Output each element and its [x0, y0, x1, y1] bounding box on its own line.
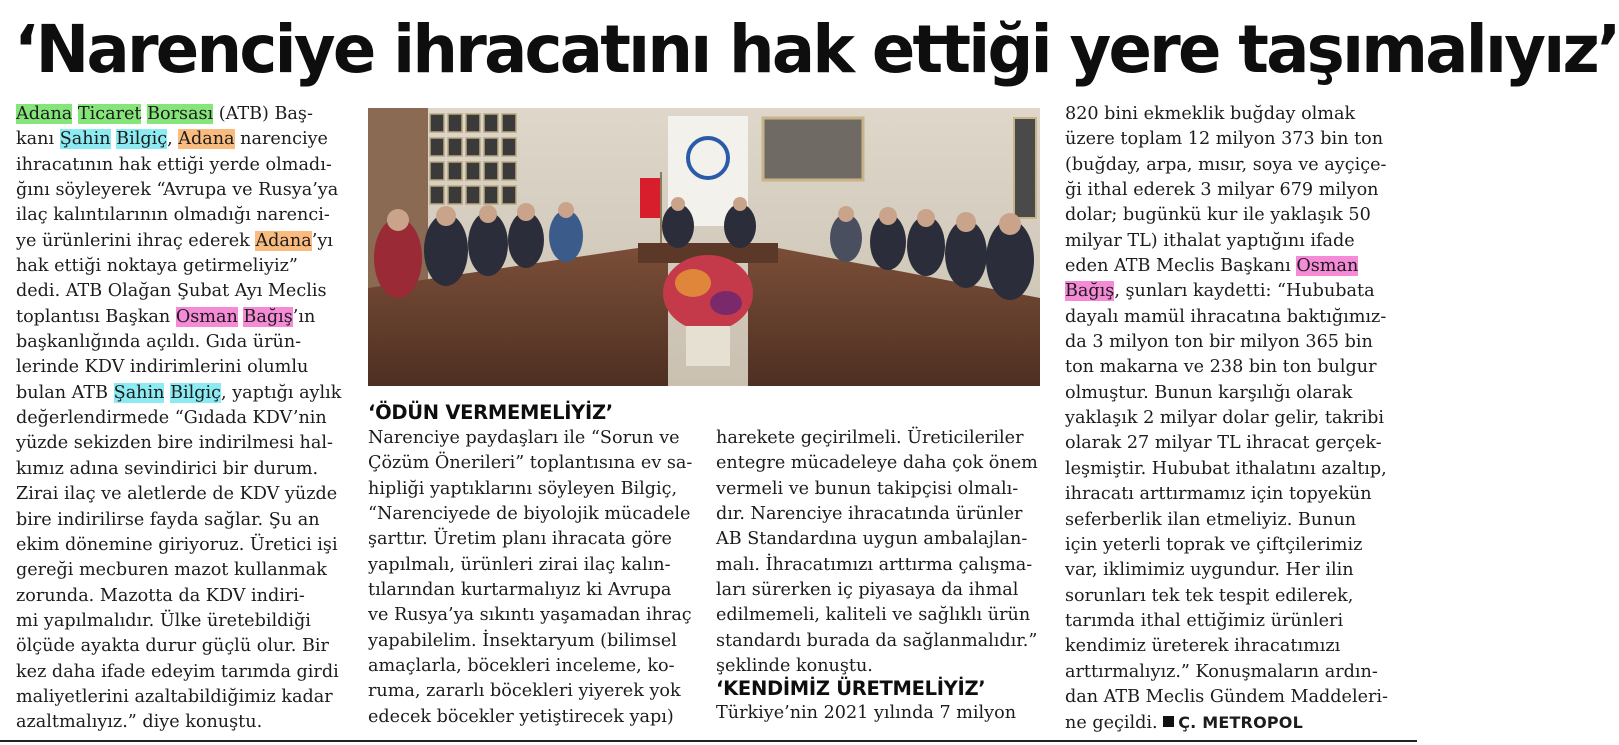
article-column-3-continued [716, 701, 1046, 726]
text-run: (buğday, arpa, mısır, soya ve ayçiçe- [1065, 154, 1387, 175]
text-run: sorunları tek tek tespit edilerek, [1065, 585, 1354, 606]
text-run: milyar TL) ithalat yaptığını ifade [1065, 230, 1355, 251]
text-line [716, 553, 1046, 578]
text-line [1065, 355, 1395, 380]
text-run: olarak 27 milyar TL ihracat gerçek- [1065, 433, 1382, 454]
text-run: değerlendirmede “Gıdada KDV’nin [16, 408, 327, 429]
text-run: için yeterli toprak ve çiftçilerimiz [1065, 534, 1363, 555]
text-line [368, 451, 696, 476]
text-line [16, 584, 350, 609]
text-run: ihracatının hak ettiği yerde olmadı- [16, 154, 332, 175]
text-run: yaklaşık 2 milyar dolar gelir, takribi [1065, 408, 1384, 429]
text-run: vermeli ve bunun takipçisi olmalı- [716, 478, 1019, 499]
text-line [16, 203, 350, 228]
text-run: dolar; bugünkü kur ile yaklaşık 50 [1065, 205, 1371, 226]
text-line [16, 381, 350, 406]
text-run: gereği mecburen mazot kullanmak [16, 560, 327, 581]
text-line [1065, 406, 1395, 431]
text-line [16, 305, 350, 330]
text-line [16, 685, 350, 710]
text-run: olmuştur. Bunun karşılığı olarak [1065, 382, 1353, 403]
photo-flowers [663, 255, 753, 331]
text-line [1065, 305, 1395, 330]
text-line [16, 153, 350, 178]
text-run: edilmemeli, kaliteli ve sağlıklı ürün [716, 605, 1031, 626]
text-line [1065, 558, 1395, 583]
photo-frames-right [1014, 118, 1036, 218]
text-run: dan ATB Meclis Gündem Maddeleri- [1065, 686, 1388, 707]
text-line [716, 477, 1046, 502]
text-run: ruma, zararlı böcekleri yiyerek yok [368, 681, 681, 702]
text-run: hipliği yaptıklarını söyleyen Bilgiç, [368, 478, 678, 499]
text-run: arttırmalıyız.” Konuşmaların ardın- [1065, 661, 1378, 682]
text-run: narenciye [234, 129, 328, 150]
text-run: harekete geçirilmeli. Üreticileriler [716, 428, 1024, 448]
text-line [716, 701, 1046, 726]
text-run: (ATB) Baş- [213, 104, 313, 124]
text-run: entegre mücadeleye daha çok önem [716, 453, 1038, 474]
text-run: , yaptığı aylık [221, 382, 342, 403]
text-line [16, 330, 350, 355]
highlighted-name: Bilgiç [170, 382, 222, 403]
text-run: maliyetlerini azaltabildiğimiz kadar [16, 686, 333, 707]
text-run: AB Standardına uygun ambalajlan- [716, 529, 1028, 550]
text-line [16, 279, 350, 304]
subhead-odun: ‘ÖDÜN VERMEMELİYİZ’ [368, 401, 613, 424]
text-line [1065, 330, 1395, 355]
text-line [16, 558, 350, 583]
text-line [368, 578, 696, 603]
text-run: var, iklimimiz uygundur. Her ilin [1065, 560, 1354, 581]
text-line [1065, 127, 1395, 152]
text-run: , [167, 129, 179, 150]
article-column-3 [716, 426, 1046, 679]
byline: Ç. METROPOL [1178, 713, 1304, 733]
text-run: üzere toplam 12 milyon 373 bin ton [1065, 129, 1384, 150]
subhead-kendimiz: ‘KENDİMİZ ÜRETMELİYİZ’ [716, 677, 986, 700]
text-line [1065, 431, 1395, 456]
text-run: zorunda. Mazotta da KDV indiri- [16, 585, 305, 606]
text-run: şarttır. Üretim planı ihracata göre [368, 529, 672, 550]
text-run: ihracatı arttırmamız için topyekün [1065, 484, 1372, 505]
text-run: kez daha ifade edeyim tarımda girdi [16, 661, 339, 682]
text-line [1065, 381, 1395, 406]
text-line [368, 679, 696, 704]
text-line [16, 102, 350, 127]
text-run: ekim dönemine giriyoruz. Üretici işi [16, 534, 338, 555]
photo-flag [640, 178, 662, 218]
text-line [368, 502, 696, 527]
highlighted-name: Bağış [243, 306, 293, 327]
text-line [16, 254, 350, 279]
text-line [1065, 710, 1395, 736]
text-run: ğını söyleyerek “Avrupa ve Rusya’ya [16, 180, 339, 201]
text-run: lerinde KDV indirimlerini olumlu [16, 357, 309, 378]
highlighted-name: Şahin [113, 382, 165, 403]
highlighted-name: Adana [16, 104, 73, 124]
highlighted-name: Adana [178, 129, 235, 150]
text-line [1065, 457, 1395, 482]
text-run: , şunları kaydetti: “Hububata [1114, 281, 1375, 302]
text-run: ’ın [292, 306, 316, 327]
text-run: Çözüm Önerileri” toplantısına ev sa- [368, 453, 693, 474]
highlighted-name: Ticaret [77, 104, 142, 124]
text-line [1065, 279, 1395, 304]
text-run: eden ATB Meclis Başkanı [1065, 256, 1297, 277]
text-run: da 3 milyon ton bir milyon 365 bin [1065, 332, 1373, 353]
text-line [16, 660, 350, 685]
text-line [368, 705, 696, 730]
text-run: kımız adına sevindirici bir durum. [16, 458, 319, 479]
text-run: dedi. ATB Olağan Şubat Ayı Meclis [16, 281, 327, 302]
text-run: 820 bini ekmeklik buğday olmak [1065, 104, 1356, 124]
text-line [1065, 634, 1395, 659]
text-line [368, 629, 696, 654]
text-line [1065, 609, 1395, 634]
highlighted-name: Borsası [147, 104, 214, 124]
text-line [716, 527, 1046, 552]
meeting-photo [368, 108, 1040, 386]
text-line [16, 431, 350, 456]
text-line [16, 533, 350, 558]
text-run: başkanlığında açıldı. Gıda ürün- [16, 332, 302, 353]
text-run: malı. İhracatımızı arttırma çalışma- [716, 554, 1033, 575]
text-line [368, 603, 696, 628]
text-run: ları sürerken iç piyasaya da ihmal [716, 580, 1019, 601]
text-run: ye ürünlerini ihraç ederek [16, 230, 256, 251]
text-run: toplantısı Başkan [16, 306, 176, 327]
text-line [1065, 254, 1395, 279]
text-run: ton makarna ve 238 bin ton bulgur [1065, 357, 1377, 378]
text-run: leşmiştir. Hububat ithalatını azaltıp, [1065, 458, 1387, 479]
text-line [716, 629, 1046, 654]
text-run: kendimiz üreterek ihracatımızı [1065, 636, 1341, 657]
text-run: standardı burada da sağlanmalıdır.” [716, 630, 1038, 651]
text-line [16, 634, 350, 659]
photo-portrait [763, 118, 863, 180]
article-column-1 [16, 102, 350, 736]
text-line [368, 553, 696, 578]
text-run: yapabilelim. İnsektaryum (bilimsel [368, 630, 677, 651]
text-line [368, 477, 696, 502]
text-line [1065, 482, 1395, 507]
text-line [1065, 533, 1395, 558]
text-run: bire indirilirse fayda sağlar. Şu an [16, 509, 320, 530]
text-line [16, 710, 350, 735]
text-line [368, 426, 696, 451]
text-line [1065, 153, 1395, 178]
text-run: yapılmalı, ürünleri zirai ilaç kalın- [368, 554, 671, 575]
text-line [16, 609, 350, 634]
text-run: kanı [16, 129, 60, 150]
text-line [716, 578, 1046, 603]
bottom-rule [0, 740, 1417, 742]
text-line [16, 355, 350, 380]
text-line [716, 426, 1046, 451]
text-line [1065, 203, 1395, 228]
text-line [1065, 660, 1395, 685]
text-run: bulan ATB [16, 382, 114, 403]
text-line [16, 482, 350, 507]
text-line [16, 406, 350, 431]
text-run: Narenciye paydaşları ile “Sorun ve [368, 428, 680, 448]
highlighted-name: Adana [255, 230, 312, 251]
text-line [16, 508, 350, 533]
text-line [16, 127, 350, 152]
text-line [1065, 102, 1395, 127]
text-run: tılarından kurtarmalıyız ki Avrupa [368, 580, 672, 601]
text-line [368, 527, 696, 552]
text-run: ilaç kalıntılarının olmadığı narenci- [16, 205, 330, 226]
text-run: şeklinde konuştu. [716, 656, 873, 677]
text-run: dır. Narenciye ihracatında ürünler [716, 504, 1023, 525]
text-run: ’yı [311, 230, 333, 251]
text-line [1065, 229, 1395, 254]
text-line [1065, 178, 1395, 203]
text-line [16, 229, 350, 254]
text-line [1065, 685, 1395, 710]
text-line [368, 654, 696, 679]
text-run: mi yapılmalıdır. Ülke üretebildiği [16, 610, 311, 631]
text-run: ne geçildi. [1065, 713, 1164, 734]
text-line [1065, 508, 1395, 533]
headline: ‘Narenciye ihracatını hak ettiği yere taşımalıyız’ [14, 11, 1619, 88]
highlighted-name: Osman [175, 306, 238, 327]
article-column-2 [368, 426, 696, 730]
highlighted-name: Şahin [59, 129, 111, 150]
text-run: azaltmalıyız.” diye konuştu. [16, 712, 263, 733]
text-line [716, 502, 1046, 527]
text-run: yüzde sekizden bire indirilmesi hal- [16, 433, 333, 454]
text-line [1065, 584, 1395, 609]
text-run: hak ettiği noktaya getirmeliyiz” [16, 256, 298, 277]
text-run: “Narenciyede de biyolojik mücadele [368, 504, 691, 525]
text-run: seferberlik ilan etmeliyiz. Bunun [1065, 509, 1357, 530]
highlighted-name: Bilgiç [116, 129, 168, 150]
text-line [16, 457, 350, 482]
text-run: ği ithal ederek 3 milyar 679 milyon [1065, 180, 1379, 201]
text-line [716, 603, 1046, 628]
text-run: Zirai ilaç ve aletlerde de KDV yüzde [16, 484, 338, 505]
text-run: ölçüde ayakta durur güçlü olur. Bir [16, 636, 329, 657]
text-line [16, 178, 350, 203]
text-run: ve Rusya’ya sıkıntı yaşamadan ihraç [368, 605, 692, 626]
article-column-4 [1065, 102, 1395, 737]
text-run: Türkiye’nin 2021 yılında 7 milyon [716, 703, 1017, 723]
text-line [716, 451, 1046, 476]
text-run: edecek böcekler yetiştirecek yapı) [368, 706, 674, 727]
highlighted-name: Osman [1296, 256, 1359, 277]
highlighted-name: Bağış [1065, 281, 1115, 302]
text-run: tarımda ithal ettiğimiz ürünleri [1065, 610, 1344, 631]
text-run: amaçlarla, böcekleri inceleme, ko- [368, 656, 675, 677]
text-run: dayalı mamül ihracatına baktığımız- [1065, 306, 1387, 327]
end-square-icon [1163, 716, 1174, 727]
